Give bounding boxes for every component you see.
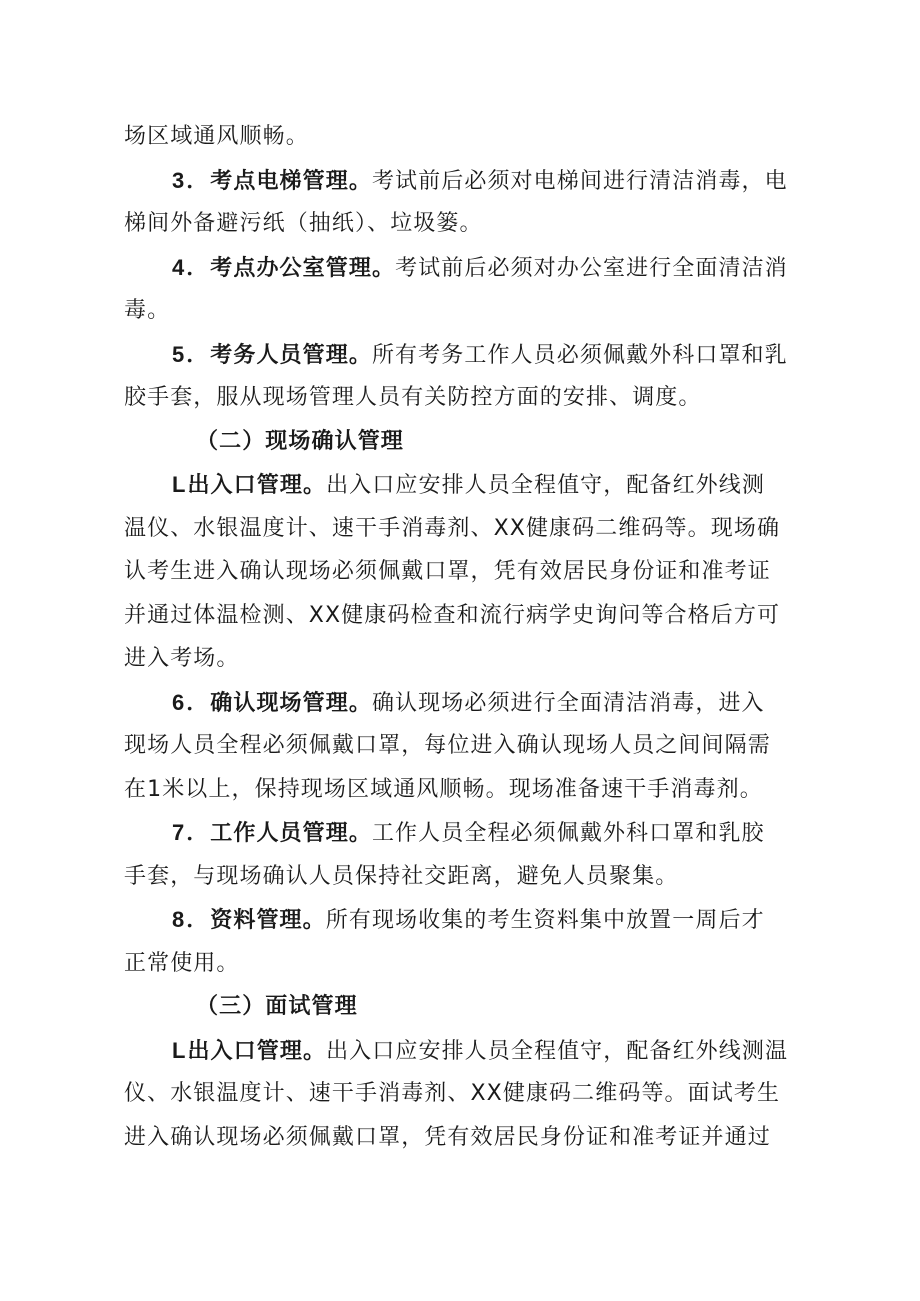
text-line: 进入考场。 (124, 646, 240, 671)
text-line: 梯间外备避污纸（抽纸）、垃圾篓。 (124, 211, 483, 236)
text-line: 并通过体温检测、XX健康码检查和流行病学史询问等合格后方可 (124, 602, 781, 628)
text-line: 正常使用。 (124, 950, 240, 976)
text-line: 进入确认现场必须佩戴口罩，凭有效居民身份证和准考证并通过 (124, 1124, 771, 1150)
list-item-workers: 7．工作人员管理。工作人员全程必须佩戴外科口罩和乳胶 (172, 820, 765, 846)
section-heading: （二）现场确认管理 (196, 428, 404, 454)
list-item-entrance: L出入口管理。出入口应安排人员全程值守，配备红外线测 (172, 472, 765, 498)
text-line: 认考生进入确认现场必须佩戴口罩，凭有效居民身份证和准考证 (124, 559, 771, 584)
text-line: 温仪、水银温度计、速干手消毒剂、XX健康码二维码等。现场确 (124, 515, 781, 541)
text-line: 手套，与现场确认人员保持社交距离，避免人员聚集。 (124, 863, 679, 889)
section-heading: （三）面试管理 (196, 994, 358, 1019)
list-item-entrance: L出入口管理。出入口应安排人员全程值守，配备红外线测温 (172, 1037, 789, 1064)
list-item-office: 4．考点办公室管理。考试前后必须对办公室进行全面清洁消 (172, 254, 788, 281)
text-line: 在1米以上，保持现场区域通风顺畅。现场准备速干手消毒剂。 (124, 776, 763, 802)
text-line: 现场人员全程必须佩戴口罩，每位进入确认现场人员之间间隔需 (124, 733, 771, 758)
document-page (124, 115, 789, 1159)
list-item-materials: 8．资料管理。所有现场收集的考生资料集中放置一周后才 (172, 907, 765, 933)
text-line: 场区域通风顺畅。 (124, 124, 309, 149)
text-line: 胶手套，服从现场管理人员有关防控方面的安排、调度。 (124, 385, 702, 410)
list-item-elevator: 3．考点电梯管理。考试前后必须对电梯间进行清洁消毒，电 (172, 167, 788, 194)
list-item-confirm-site: 6．确认现场管理。确认现场必须进行全面清洁消毒，进入 (172, 689, 765, 716)
text-line: 毒。 (124, 298, 171, 323)
list-item-staff: 5．考务人员管理。所有考务工作人员必须佩戴外科口罩和乳 (172, 341, 788, 368)
text-line: 仪、水银温度计、速干手消毒剂、XX健康码二维码等。面试考生 (124, 1081, 781, 1106)
